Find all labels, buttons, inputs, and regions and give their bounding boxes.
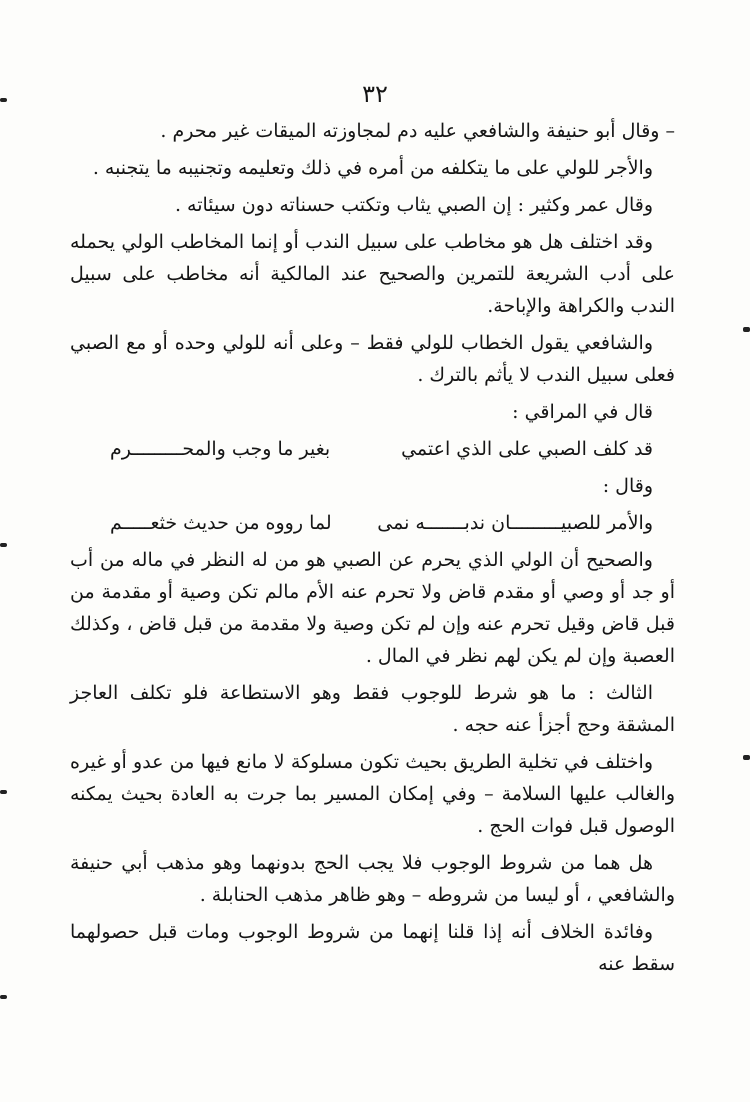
paragraph-11: وفائدة الخلاف أنه إذا قلنا إنهما من شروط الوجوب ومات قبل حصولهما سقط عنه [70,921,675,975]
scan-edge-mark [0,98,7,102]
paragraph-2: والأجر للولي على ما يتكلفه من أمره في ذلك وتعليمه وتجنيبه ما يتجنبه . [92,157,653,179]
scan-edge-mark [743,327,750,332]
verse-2 [70,507,675,539]
paragraph-3: وقال عمر وكثير : إن الصبي يثاب وتكتب حسناته دون سيئاته . [174,194,653,216]
page-number: ٣٢ [362,80,388,108]
paragraph-7: والصحيح أن الولي الذي يحرم عن الصبي هو من له النظر في ماله من أب أو جد أو وصي أو مقدم قاض ولا تحرم عنه الأم مالم تكن وصية أو مقدمة من قبل قاض وقيل تحرم عنه وإن لم تكن وصية ولا مقدمة من قبل قاض ، وكذلك العصبة وإن لم يكن لهم نظر في المال . [70,549,675,667]
verse-2-second-hemistich: لما رووه من حديث خثعـــــم [110,512,332,534]
paragraph-wa-qal: وقال : [602,475,653,497]
paragraph-9: واختلف في تخلية الطريق بحيث تكون مسلوكة لا مانع فيها من عدو أو غيره والغالب عليها السلامة – وفي إمكان المسير بما جرت به العادة بحيث يمكنه الوصول قبل فوات الحج . [70,751,675,837]
scan-edge-mark [0,543,7,547]
paragraph-10: هل هما من شروط الوجوب فلا يجب الحج بدونهما وهو مذهب أبي حنيفة والشافعي ، أو ليسا من شروطه – وهو ظاهر مذهب الحنابلة . [70,852,675,906]
paragraph-1: – وقال أبو حنيفة والشافعي عليه دم لمجاوزته الميقات غير محرم . [160,120,675,142]
verse-1-first-hemistich: قد كلف الصبي على الذي اعتمي [401,438,653,460]
paragraph-4: وقد اختلف هل هو مخاطب على سبيل الندب أو إنما المخاطب الولي يحمله على أدب الشريعة للتمرين والصحيح عند المالكية أنه مخاطب على سبيل الندب والكراهة والإباحة. [70,231,675,317]
verse-2-first-hemistich: والأمر للصبيـــــــــان ندبـــــــه نمى [377,512,653,534]
verse-1 [70,433,675,465]
verse-1-second-hemistich: بغير ما وجب والمحـــــــــرم [110,438,331,460]
scan-edge-mark [0,790,7,794]
paragraph-6: قال في المراقي : [512,401,653,423]
scan-edge-mark [743,755,750,760]
scan-edge-mark [0,995,7,999]
paragraph-5: والشافعي يقول الخطاب للولي فقط – وعلى أنه للولي وحده أو مع الصبي فعلى سبيل الندب لا يأثم بالترك . [70,332,675,386]
main-text [70,115,675,985]
paragraph-8: الثالث : ما هو شرط للوجوب فقط وهو الاستطاعة فلو تكلف العاجز المشقة وحج أجزأ عنه حجه . [70,682,675,736]
